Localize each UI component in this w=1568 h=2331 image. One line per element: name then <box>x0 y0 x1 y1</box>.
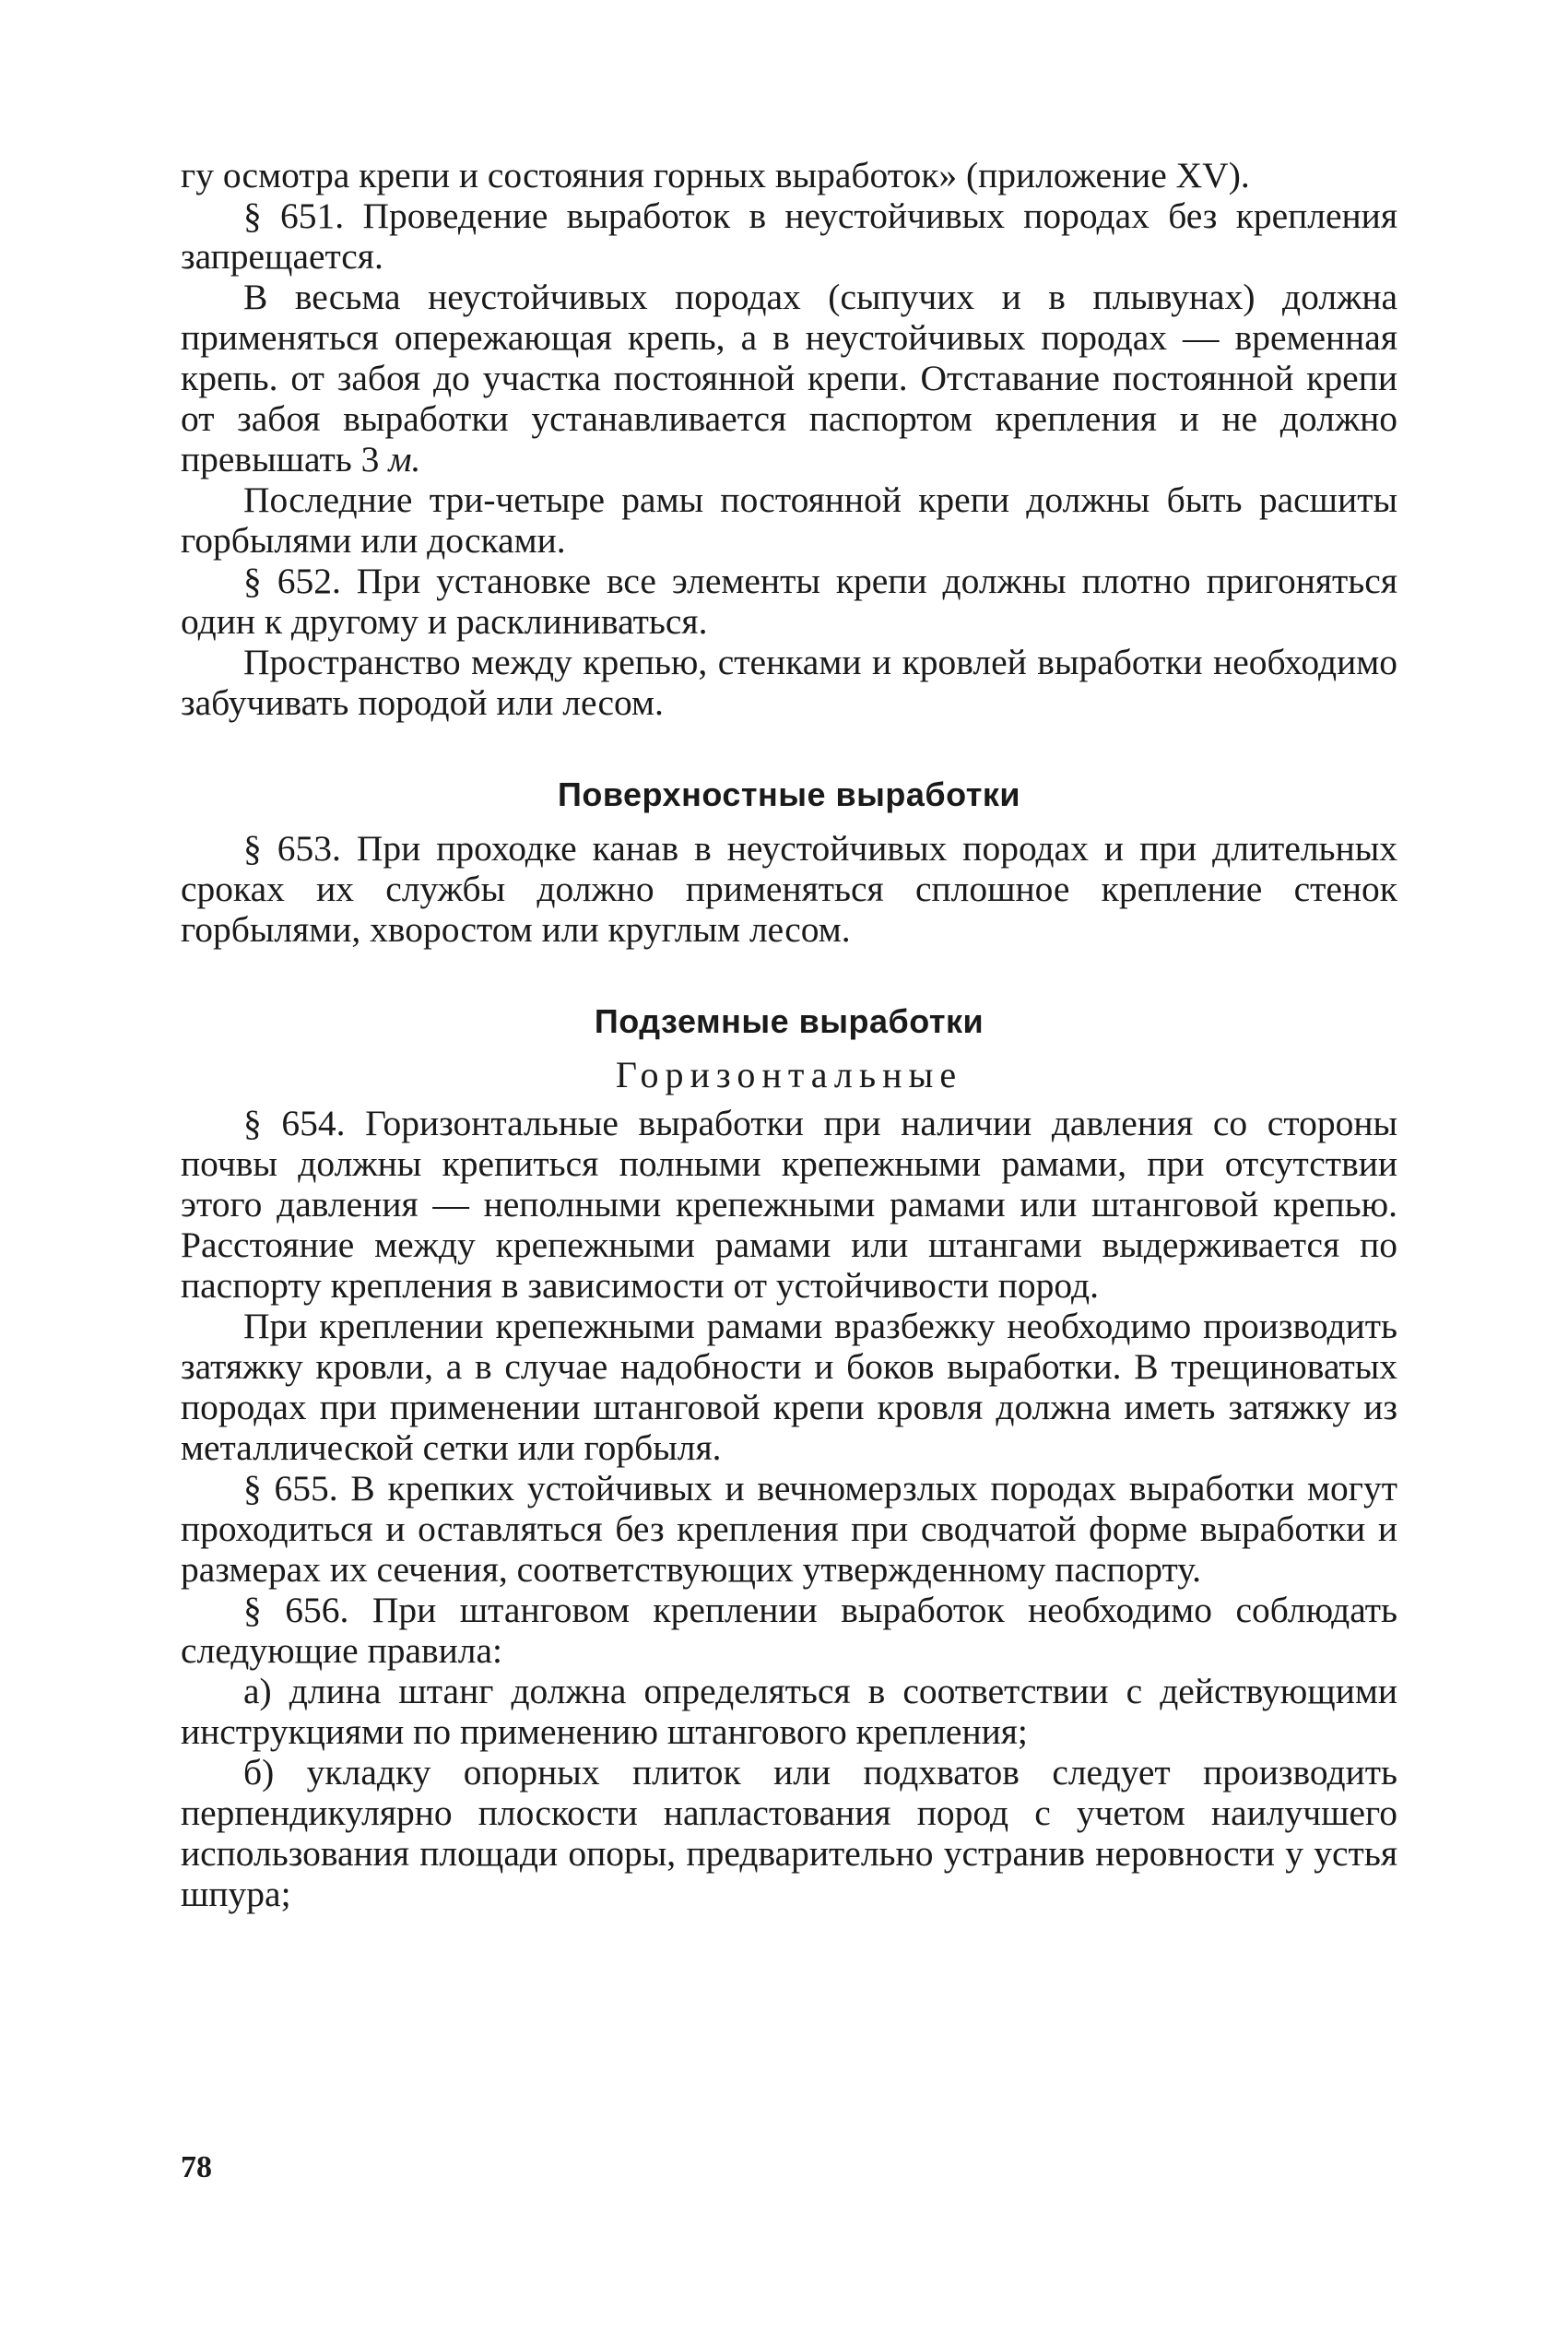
paragraph-651-frames: Последние три-четыре рамы постоянной крепи должны быть расшиты горбылями или досками. <box>181 479 1397 561</box>
unit-meters: м. <box>388 439 421 479</box>
paragraph-654: § 654. Горизонтальные выработки при наличии давления со стороны почвы должны крепиться полными крепежными рамами, при отсутствии этого давления — неполными крепежными рамами или штанговой крепью. Расстояние между крепежными рамами или штангами выдерживается по паспорту крепления в зависимости от устойчивости пород. <box>181 1103 1397 1306</box>
paragraph-651: § 651. Проведение выработок в неустойчивых породах без крепления запрещается. <box>181 195 1397 277</box>
subsection-title-horizontal: Горизонтальные <box>615 1054 963 1095</box>
page-body <box>181 155 1397 1914</box>
page-number: 78 <box>181 2150 212 2184</box>
paragraph-656: § 656. При штанговом креплении выработок необходимо соблюдать следующие правила: <box>181 1590 1397 1671</box>
paragraph-continuation: гу осмотра крепи и состояния горных выработок» (приложение XV). <box>181 155 1250 195</box>
section-title-surface: Поверхностные выработки <box>558 775 1020 813</box>
paragraph-653: § 653. При проходке канав в неустойчивых породах и при длительных сроках их службы должно применяться сплошное крепление стенок горбылями, хворостом или круглым лесом. <box>181 828 1397 950</box>
paragraph-655: § 655. В крепких устойчивых и вечномерзлых породах выработки могут проходиться и оставляться без крепления при сводчатой форме выработки и размерах их сечения, соответствующих утвержденному паспорту. <box>181 1468 1397 1590</box>
paragraph-652: § 652. При установке все элементы крепи должны плотно пригоняться один к другому и расклиниваться. <box>181 561 1397 642</box>
paragraph-654-frames: При креплении крепежными рамами вразбежку необходимо производить затяжку кровли, а в случае надобности и боков выработки. В трещиноватых породах при применении штанговой крепи кровля должна иметь затяжку из металлической сетки или горбыля. <box>181 1306 1397 1468</box>
section-title-underground: Подземные выработки <box>594 1002 984 1040</box>
paragraph-656-a: а) длина штанг должна определяться в соответствии с действующими инструкциями по применению штангового крепления; <box>181 1671 1397 1752</box>
paragraph-651-detail-text: В весьма неустойчивых породах (сыпучих и в плывунах) должна применяться опережающая крепь, а в неустойчивых породах — временная крепь. от забоя до участка постоянной крепи. Отставание постоянной крепи от забоя выработки устанавливается паспортом крепления и не должно превышать 3 <box>181 277 1397 479</box>
paragraph-656-b: б) укладку опорных плиток или подхватов следует производить перпендикулярно плоскости напластования пород с учетом наилучшего использования площади опоры, предварительно устранив неровности у устья шпура; <box>181 1752 1397 1914</box>
paragraph-651-detail <box>181 277 1397 479</box>
paragraph-652-backfill: Пространство между крепью, стенками и кровлей выработки необходимо забучивать породой или лесом. <box>181 642 1397 723</box>
